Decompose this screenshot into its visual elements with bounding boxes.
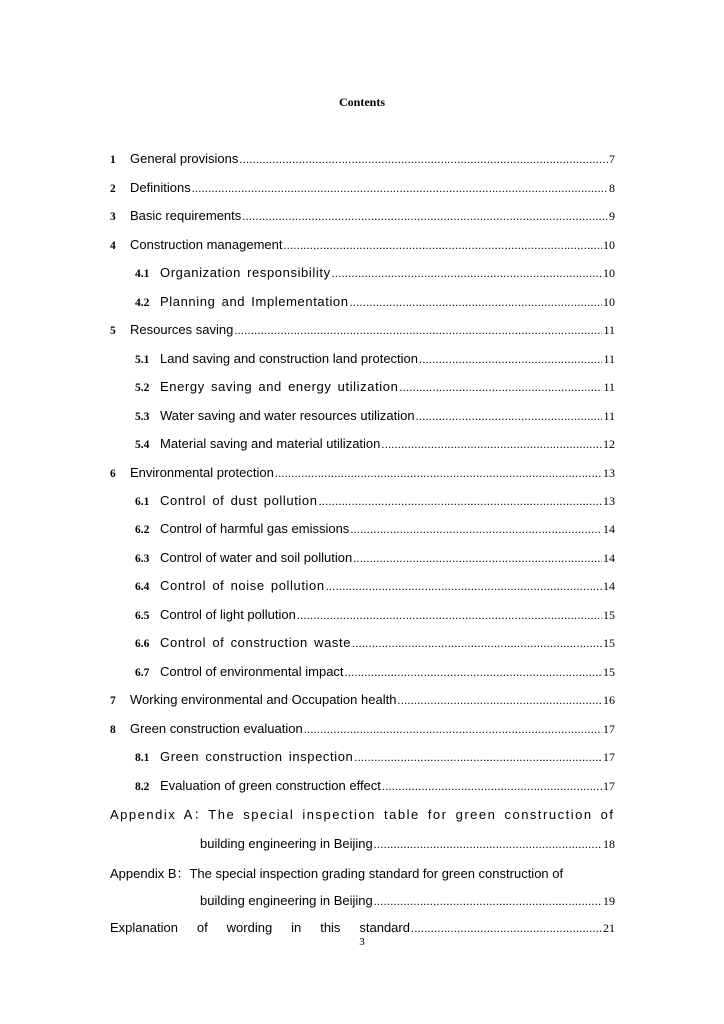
dot-leader [234, 323, 602, 338]
toc-entry-6-3[interactable] [135, 550, 615, 568]
toc-entry-7[interactable] [110, 692, 615, 710]
toc-entry-number: 5.3 [135, 411, 150, 423]
toc-entry-page: 19 [603, 894, 615, 908]
dot-leader [283, 238, 602, 253]
toc-entry-6[interactable] [110, 465, 615, 483]
explanation-word: standard [359, 920, 410, 935]
toc-entry-8-2[interactable] [135, 778, 615, 796]
toc-entry-number: 8 [110, 724, 116, 736]
toc-entry-label: Material saving and material utilization [160, 436, 381, 451]
toc-entry-label: Planning and Implementation [160, 294, 349, 309]
dot-leader [382, 779, 602, 794]
toc-entry-label: Water saving and water resources utilization [160, 408, 415, 423]
toc-entry-number: 6 [110, 468, 116, 480]
toc-entry-number: 4.2 [135, 297, 150, 309]
dot-leader [381, 437, 602, 452]
dot-leader [397, 693, 602, 708]
toc-entry-number: 4 [110, 240, 116, 252]
explanation-word: wording [226, 920, 273, 935]
toc-entry-number: 6.6 [135, 638, 150, 650]
dot-leader [350, 522, 602, 537]
dot-leader [319, 494, 602, 509]
toc-entry-number: 7 [110, 695, 116, 707]
dot-leader [239, 152, 608, 167]
toc-entry-number: 3 [110, 211, 116, 223]
toc-entry-6-2[interactable] [135, 521, 615, 539]
appendix-b-subtitle: building engineering in Beijing [200, 893, 373, 908]
toc-entry-page: 7 [609, 152, 615, 166]
toc-entry-label: Energy saving and energy utilization [160, 379, 399, 394]
toc-entry-label: Resources saving [130, 322, 234, 337]
toc-appendix-b-cont[interactable] [200, 893, 615, 909]
appendix-a-subtitle: building engineering in Beijing [200, 836, 373, 851]
toc-entry-page: 21 [603, 921, 615, 935]
dot-leader [352, 636, 602, 651]
dot-leader [374, 894, 602, 909]
dot-leader [326, 579, 602, 594]
toc-entry-page: 18 [603, 837, 615, 851]
explanation-word: in [291, 920, 302, 935]
toc-entry-page: 13 [603, 466, 615, 480]
toc-entry-page: 13 [603, 494, 615, 508]
toc-entry-1[interactable] [110, 151, 615, 169]
toc-entry-page: 17 [603, 722, 615, 736]
page-title: Contents [338, 95, 385, 109]
toc-entry-page: 16 [603, 693, 615, 707]
dot-leader [350, 295, 602, 310]
toc-entry-label: Land saving and construction land protection [160, 351, 419, 366]
dot-leader [275, 466, 602, 481]
toc-entry-page: 11 [603, 380, 615, 394]
toc-entry-label: Definitions [130, 180, 191, 195]
toc-appendix-b[interactable] [110, 863, 615, 882]
appendix-b-title: Appendix B：The special inspection grading standard for green construction of [110, 866, 564, 881]
dot-leader [304, 722, 602, 737]
toc-entry-number: 5.1 [135, 354, 150, 366]
toc-entry-label: Control of environmental impact [160, 664, 344, 679]
toc-entry-4-1[interactable] [135, 265, 615, 283]
toc-entry-5[interactable] [110, 322, 615, 340]
toc-entry-6-4[interactable] [135, 578, 615, 596]
dot-leader [399, 380, 602, 395]
toc-entry-number: 6.5 [135, 610, 150, 622]
toc-entry-page: 14 [603, 551, 615, 565]
toc-entry-label: Control of light pollution [160, 607, 296, 622]
toc-entry-5-3[interactable] [135, 408, 615, 426]
toc-entry-number: 5.2 [135, 382, 150, 394]
toc-entry-page: 14 [603, 522, 615, 536]
toc-entry-label: Construction management [130, 237, 283, 252]
toc-entry-8[interactable] [110, 721, 615, 739]
toc-entry-page: 17 [603, 779, 615, 793]
toc-entry-page: 8 [609, 181, 615, 195]
dot-leader [297, 608, 602, 623]
toc-entry-label: Control of construction waste [160, 635, 352, 650]
toc-entry-label: Working environmental and Occupation health [130, 692, 397, 707]
toc-entry-page: 14 [603, 579, 615, 593]
toc-entry-5-1[interactable] [135, 351, 615, 369]
dot-leader [416, 409, 603, 424]
toc-entry-page: 15 [603, 665, 615, 679]
dot-leader [242, 209, 608, 224]
toc-entry-6-1[interactable] [135, 493, 615, 511]
toc-entry-label: Organization responsibility [160, 265, 331, 280]
explanation-word: this [320, 920, 341, 935]
toc-entry-label: Basic requirements [130, 208, 242, 223]
toc-entry-3[interactable] [110, 208, 615, 226]
dot-leader [374, 837, 602, 852]
toc-entry-label: Control of noise pollution [160, 578, 325, 593]
toc-entry-page: 17 [603, 750, 615, 764]
toc-entry-page: 11 [603, 409, 615, 423]
toc-entry-page: 11 [603, 352, 615, 366]
toc-entry-page: 12 [603, 437, 615, 451]
toc-entry-page: 15 [603, 608, 615, 622]
toc-entry-number: 6.4 [135, 581, 150, 593]
toc-entry-4[interactable] [110, 237, 615, 255]
toc-entry-6-7[interactable] [135, 664, 615, 682]
toc-entry-number: 5.4 [135, 439, 150, 451]
toc-entry-page: 10 [603, 266, 615, 280]
dot-leader [192, 181, 608, 196]
toc-entry-page: 15 [603, 636, 615, 650]
toc-entry-6-5[interactable] [135, 607, 615, 625]
toc-entry-number: 6.3 [135, 553, 150, 565]
toc-entry-5-2[interactable] [135, 379, 615, 397]
toc-entry-number: 8.1 [135, 752, 150, 764]
dot-leader [332, 266, 602, 281]
toc-entry-2[interactable] [110, 180, 615, 198]
toc-entry-label: General provisions [130, 151, 239, 166]
toc-entry-page: 11 [603, 323, 615, 337]
appendix-a-title: Appendix A：The special inspection table for green construction of [110, 807, 615, 822]
explanation-word: of [196, 920, 208, 935]
toc-entry-8-1[interactable] [135, 749, 615, 767]
toc-entry-4-2[interactable] [135, 294, 615, 312]
toc-entry-number: 6.7 [135, 667, 150, 679]
toc-entry-number: 2 [110, 183, 116, 195]
dot-leader [419, 352, 602, 367]
toc-entry-number: 4.1 [135, 268, 150, 280]
toc-entry-label: Green construction inspection [160, 749, 354, 764]
toc-entry-number: 6.1 [135, 496, 150, 508]
toc-entry-6-6[interactable] [135, 635, 615, 653]
toc-entry-page: 9 [609, 209, 615, 223]
explanation-label [110, 920, 410, 935]
toc-entry-number: 8.2 [135, 781, 150, 793]
explanation-word: Explanation [110, 920, 178, 935]
toc-entry-label: Green construction evaluation [130, 721, 303, 736]
toc-entry-label: Environmental protection [130, 465, 274, 480]
toc-entry-page: 10 [603, 238, 615, 252]
toc-entry-label: Control of water and soil pollution [160, 550, 353, 565]
dot-leader [353, 551, 602, 566]
page-number: 3 [359, 936, 365, 948]
dot-leader [345, 665, 602, 680]
toc-appendix-a-cont[interactable] [200, 836, 615, 852]
toc-entry-label: Evaluation of green construction effect [160, 778, 381, 793]
toc-entry-page: 10 [603, 295, 615, 309]
dot-leader [411, 921, 602, 936]
toc-entry-label: Control of harmful gas emissions [160, 521, 350, 536]
dot-leader [354, 750, 602, 765]
toc-entry-5-4[interactable] [135, 436, 615, 454]
toc-entry-number: 5 [110, 325, 116, 337]
toc-entry-number: 6.2 [135, 524, 150, 536]
toc-entry-label: Control of dust pollution [160, 493, 318, 508]
toc-appendix-a[interactable] [110, 804, 615, 823]
toc-entry-number: 1 [110, 154, 116, 166]
